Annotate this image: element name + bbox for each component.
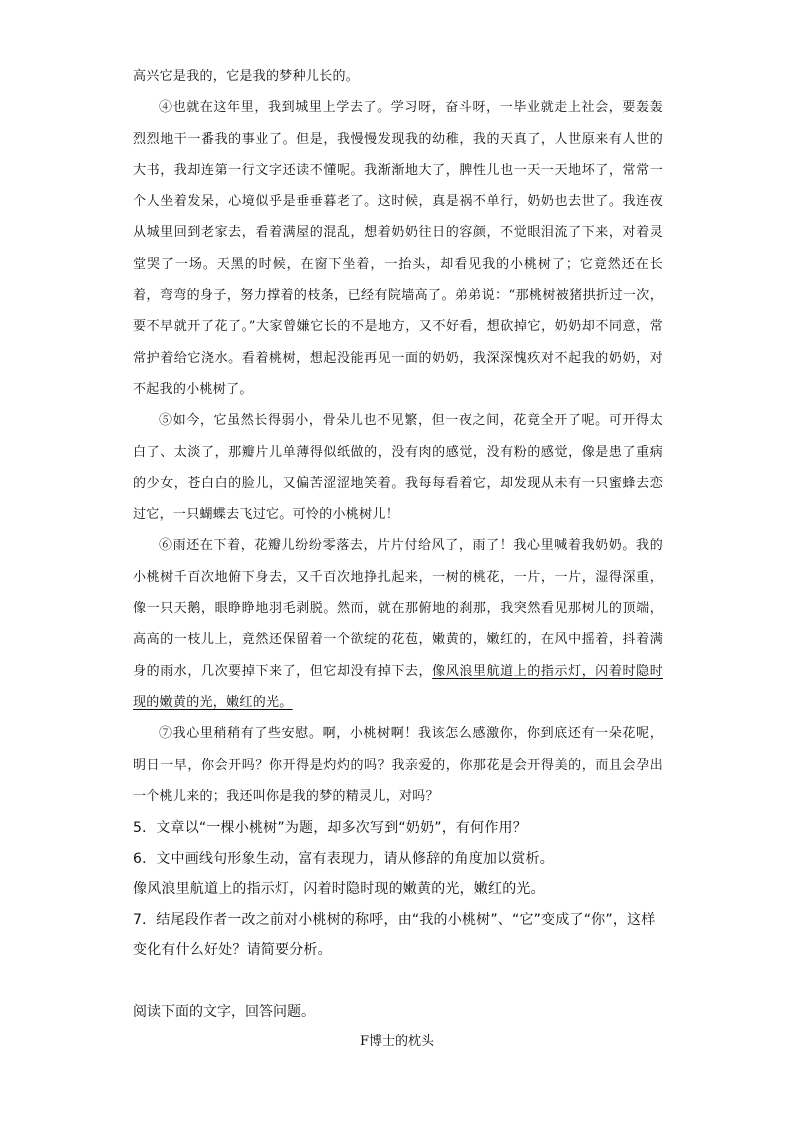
paragraph-5: ⑤如今，它虽然长得弱小，骨朵儿也不见繁，但一夜之间，花竟全开了呢。可开得太白了、太淡了，那瓣片儿单薄得似纸做的，没有肉的感觉，没有粉的感觉，像是患了重病的少女，苍白白的脸儿，又偏苦涩涩地笑着。我每每看着它，却发现从未有一只蜜蜂去恋过它，一只蝴蝶去飞过它。可怜的小桃树儿！: [133, 413, 663, 523]
question-7: 7．结尾段作者一改之前对小桃树的称呼，由“我的小桃树”、“它”变成了“你”，这样变化有什么好处？请简要分析。: [133, 911, 656, 958]
next-passage-title: F博士的枕头: [359, 1034, 435, 1049]
question-5: 5．文章以“一棵小桃树”为题，却多次写到“奶奶”，有何作用？: [133, 820, 527, 836]
paragraph-6-text: ⑥雨还在下着，花瓣儿纷纷零落去，片片付给风了，雨了！我心里喊着我奶奶。我的小桃树千百次地俯下身去，又千百次地挣扎起来，一树的桃花，一片，一片，湿得深重，像一只天鹅，眼睁睁地羽毛剥脱。然而，就在那俯地的刹那，我突然看见那树儿的顶端，高高的一枝儿上，竟然还保留着一个欲绽的花苞，嫩黄的，嫩红的，在风中摇着，抖着满身的雨水，几次要掉下来了，但它却没有掉下去，: [133, 538, 663, 679]
reading-instruction: 阅读下面的文字，回答问题。: [133, 1004, 315, 1020]
underlined-sentence: 像风浪里航道上的指示灯，闪着时隐时现的嫩黄的光，嫩红的光。: [133, 663, 663, 710]
paragraph-4: ④也就在这年里，我到城里上学去了。学习呀，奋斗呀，一毕业就走上社会，要轰轰烈烈地干一番我的事业了。但是，我慢慢发现我的幼稚，我的天真了，人世原来有人世的大书，我却连第一行文字还读不懂呢。我渐渐地大了，脾性儿也一天一天地坏了，常常一个人坐着发呆，心境似乎是垂垂暮老了。这时候，真是祸不单行，奶奶也去世了。我连夜从城里回到老家去，看着满屋的混乱，想着奶奶往日的容颜，不觉眼泪流了下来，对着灵堂哭了一场。天黑的时候，在窗下坐着，一抬头，却看见我的小桃树了；它竟然还在长着，弯弯的身子，努力撑着的枝条，已经有院墙高了。弟弟说：“那桃树被猪拱折过一次，要不早就开了花了。”大家曾嫌它长的不是地方，又不好看，想砍掉它，奶奶却不同意，常常护着给它浇水。看着桃树，想起没能再见一面的奶奶，我深深愧疚对不起我的奶奶，对不起我的小桃树了。: [133, 100, 663, 397]
question-6-quote: 像风浪里航道上的指示灯，闪着时隐时现的嫩黄的光，嫩红的光。: [133, 881, 545, 897]
question-list: [133, 813, 663, 966]
passage-text: [133, 61, 663, 812]
paragraph-7: ⑦我心里稍稍有了些安慰。啊，小桃树啊！我该怎么感激你，你到底还有一朵花呢，明日一早，你会开吗？你开得是灼灼的吗？我亲爱的，你那花是会开得美的，而且会孕出一个桃儿来的；我还叫你是我的梦的精灵儿，对吗？: [133, 726, 663, 804]
question-6: 6．文中画线句形象生动，富有表现力，请从修辞的角度加以赏析。: [133, 850, 554, 867]
paragraph-6: [133, 530, 663, 718]
paragraph-continued: 高兴它是我的，它是我的梦种儿长的。: [133, 69, 360, 84]
